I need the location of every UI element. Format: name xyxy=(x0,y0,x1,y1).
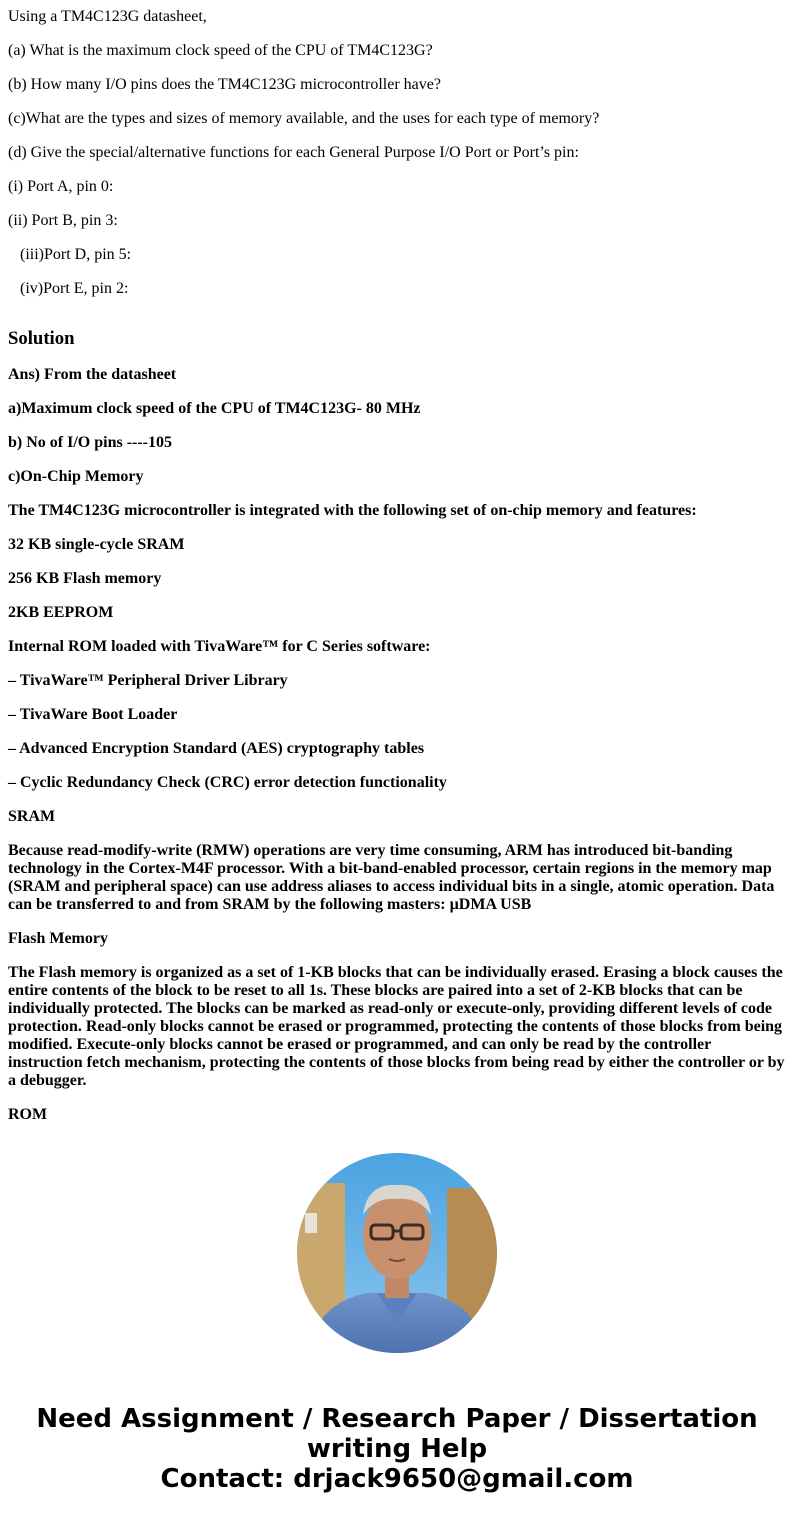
answer-a: a)Maximum clock speed of the CPU of TM4C123G- 80 MHz xyxy=(8,400,421,417)
flash-paragraph: The Flash memory is organized as a set of 1-KB blocks that can be individually erased. Erasing a block causes the entire contents of the block to be reset to all 1s. These blocks are paired into a set of 2-KB blocks that can be individually protected. The blocks can be marked as read-only or execute-only, providing different levels of code protection. Read-only blocks cannot be erased or programmed, protecting the contents of those blocks from being modified. Execute-only blocks cannot be erased or programmed, and can only be read by the controller instruction fetch mechanism, protecting the contents of those blocks from being read by either the controller or by a debugger. xyxy=(8,964,785,1089)
question-pin-i: (i) Port A, pin 0: xyxy=(8,178,114,195)
rom-item-boot-loader: – TivaWare Boot Loader xyxy=(8,706,178,723)
question-a: (a) What is the maximum clock speed of the CPU of TM4C123G? xyxy=(8,42,433,59)
author-portrait-image xyxy=(297,1153,497,1353)
footer-contact: Contact: drjack9650@gmail.com xyxy=(160,1464,634,1494)
question-pin-iv: (iv)Port E, pin 2: xyxy=(20,280,129,297)
answer-intro: Ans) From the datasheet xyxy=(8,366,177,383)
memory-flash: 256 KB Flash memory xyxy=(8,570,162,587)
document-body xyxy=(8,8,786,1140)
footer-line-1: Need Assignment / Research Paper / Dissertation xyxy=(36,1404,758,1434)
question-intro: Using a TM4C123G datasheet, xyxy=(8,8,207,25)
solution-heading: Solution xyxy=(8,328,75,349)
rom-heading: ROM xyxy=(8,1106,48,1123)
answer-b: b) No of I/O pins ----105 xyxy=(8,434,173,451)
footer-line-2: writing Help xyxy=(306,1434,488,1464)
sram-paragraph: Because read-modify-write (RMW) operations are very time consuming, ARM has introduced bit-banding technology in the Cortex-M4F processor. With a bit-band-enabled processor, certain regions in the memory map (SRAM and peripheral space) can use address aliases to access individual bits in a single, atomic operation. Data can be transferred to and from SRAM by the following masters: µDMA USB xyxy=(8,842,775,913)
rom-item-aes: – Advanced Encryption Standard (AES) cryptography tables xyxy=(8,740,425,757)
question-pin-iii: (iii)Port D, pin 5: xyxy=(20,246,132,263)
memory-intro: The TM4C123G microcontroller is integrated with the following set of on-chip memory and features: xyxy=(8,502,697,519)
rom-item-crc: – Cyclic Redundancy Check (CRC) error detection functionality xyxy=(8,774,447,791)
memory-rom: Internal ROM loaded with TivaWare™ for C Series software: xyxy=(8,638,431,655)
footer-banner xyxy=(0,1404,794,1494)
sram-heading: SRAM xyxy=(8,808,56,825)
question-d: (d) Give the special/alternative functions for each General Purpose I/O Port or Port’s pin: xyxy=(8,144,579,161)
answer-c-heading: c)On-Chip Memory xyxy=(8,468,144,485)
memory-eeprom: 2KB EEPROM xyxy=(8,604,114,621)
question-pin-ii: (ii) Port B, pin 3: xyxy=(8,212,118,229)
memory-sram: 32 KB single-cycle SRAM xyxy=(8,536,185,553)
rom-item-driver-library: – TivaWare™ Peripheral Driver Library xyxy=(8,672,288,689)
question-b: (b) How many I/O pins does the TM4C123G microcontroller have? xyxy=(8,76,441,93)
flash-heading: Flash Memory xyxy=(8,930,108,947)
avatar xyxy=(297,1153,497,1353)
question-c: (c)What are the types and sizes of memory available, and the uses for each type of memory? xyxy=(8,110,600,127)
